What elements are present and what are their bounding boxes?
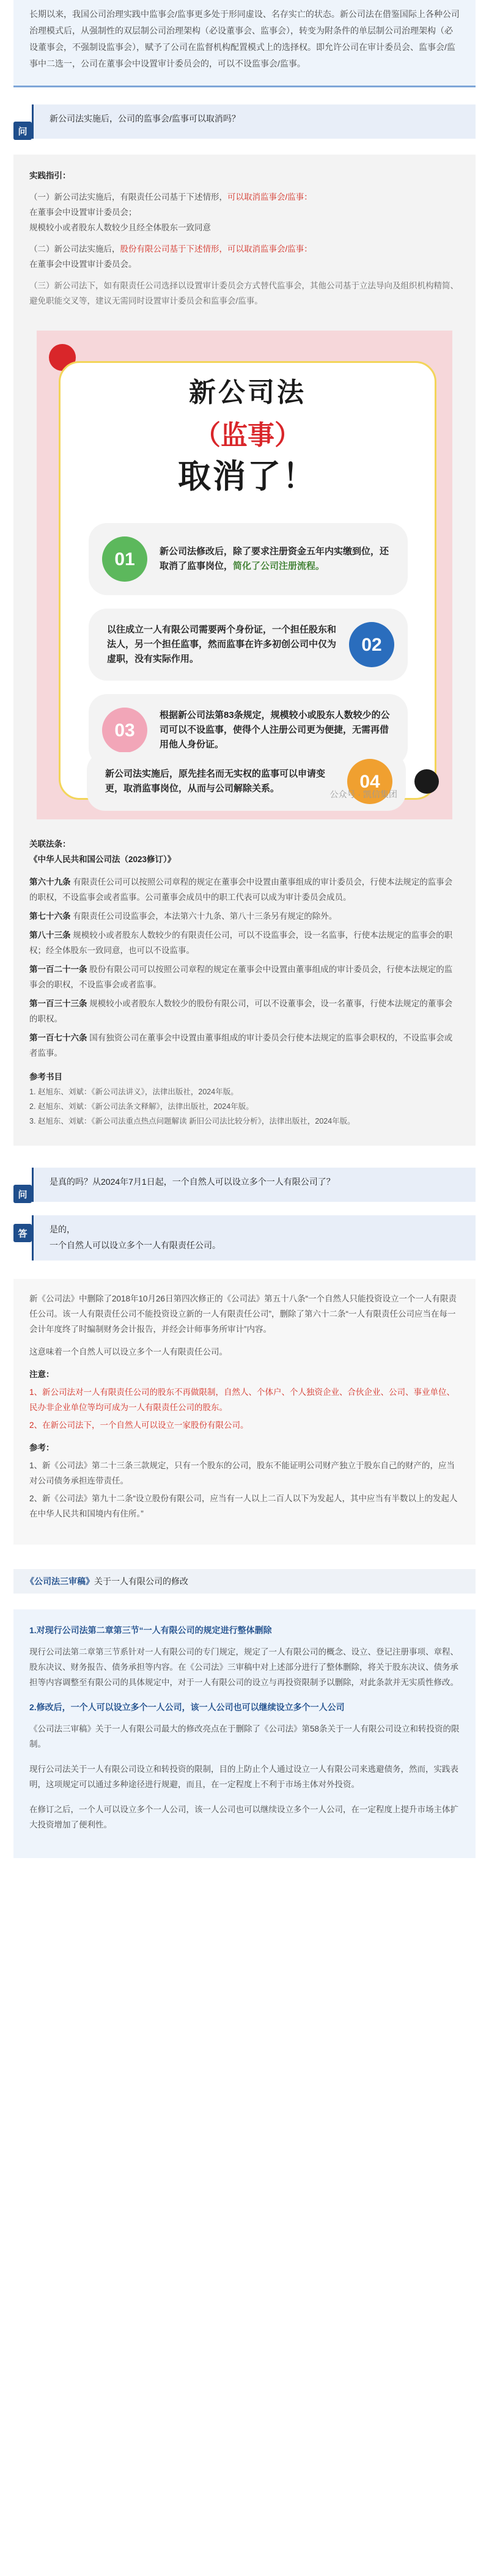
law-article-list [29,874,460,1061]
reference-title: 参考： [29,1443,54,1452]
practice-point-1-highlight: 可以取消监事会/监事： [227,192,312,202]
practice-point-2 [29,241,460,272]
answer-text-b: 一个自然人可以设立多个一人有限责任公司。 [50,1240,221,1250]
cursor-icon [414,769,439,794]
topic-bar [13,1569,476,1594]
law-section [29,836,460,1129]
practice-point-2-highlight: 股份有限公司基于下述情形，可以取消监事会/监事： [120,244,312,254]
poster-item-text: 新公司法修改后，除了要求注册资金五年内实缴到位，还取消了监事岗位，简化了公司注册流程。 [160,546,389,571]
practice-title: 实践指引： [29,171,71,180]
topic-bar-rest: 关于一人有限公司的修改 [94,1576,188,1586]
law-article-text: 股份有限公司可以按照公司章程的规定在董事会中设置由董事组成的审计委员会，行使本法规定的监事会的职权，不设监事会或者监事。 [29,965,453,989]
topic-card [13,1609,476,1858]
law-article [29,962,460,992]
law-article-number: 第六十九条 [29,877,71,887]
answer-bubble [32,1215,476,1261]
poster-item-number: 01 [102,536,147,582]
practice-point-1 [29,189,460,235]
question-bubble [32,1168,476,1202]
poster-item-number: 02 [349,622,394,667]
poster-item-number: 03 [102,708,147,753]
poster-image [37,331,452,819]
reference-1: 1、新《公司法》第二十三条三款规定，只有一个股东的公司，股东不能证明公司财产独立于股东自己的财产的，应当对公司债务承担连带责任。 [29,1461,455,1485]
poster-watermark: 公众号 · 凯信集团 [329,789,397,799]
practice-point-1-item-a: 在董事会中设置审计委员会； [29,208,137,217]
poster-item-text: 根据新公司法第83条规定，规模较小或股东人数较少的公司可以不设监事，使得个人注册公司更为便捷，无需再借用他人身份证。 [160,710,390,750]
explanation-p2: 这意味着一个自然人可以设立多个一人有限责任公司。 [29,1347,227,1356]
law-article [29,1030,460,1061]
refs-title: 参考书目 [29,1072,62,1081]
ref-item: 3. 赵旭东、刘斌：《新公司法重点热点问题解读 新旧公司法比较分析》，法律出版社，2024年版。 [29,1117,355,1125]
ref-item: 2. 赵旭东、刘斌：《新公司法条文释解》，法律出版社，2024年版。 [29,1102,254,1111]
answer-tag: 答 [13,1224,32,1242]
poster-title-main: 新公司法 [189,378,306,408]
poster-title-sub: （监事） [194,420,301,450]
poster-item-1 [89,523,408,595]
question-bubble [32,104,476,139]
practice-point-1-item-b: 规模较小或者股东人数较少且经全体股东一致同意 [29,223,211,232]
practice-point-2-lead: （二）新公司法实施后， [29,244,120,254]
poster-item-text: 新公司法实施后，原先挂名而无实权的监事可以申请变更，取消监事岗位，从而与公司解除关系。 [105,769,326,794]
reference-2: 2、新《公司法》第九十二条“设立股份有限公司，应当有一人以上二百人以下为发起人，其中应当有半数以上的发起人在中华人民共和国境内有住所。” [29,1494,458,1518]
explanation-block [13,1279,476,1545]
poster-title-cancelled: 取消了！ [178,458,317,495]
law-article-number: 第七十六条 [29,912,71,921]
question-block-1 [13,104,476,139]
law-article [29,874,460,905]
refs-list [29,1085,460,1129]
law-article-text: 规模较小或者股东人数较少的股份有限公司，可以不设董事会，设一名董事，行使本法规定的董事会的职权。 [29,999,453,1023]
answer-text-a: 是的， [50,1224,75,1234]
topic-heading-2: 2.修改后，一个人可以设立多个一人公司，该一人公司也可以继续设立多个一人公司 [29,1702,345,1712]
topic-heading-1: 1.对现行公司法第二章第三节“一人有限公司的规定进行整体删除 [29,1625,272,1635]
law-article-number: 第一百三十三条 [29,999,87,1008]
law-article [29,909,460,924]
question-tag: 问 [13,1185,32,1203]
question-text: 新公司法实施后，公司的监事会/监事可以取消吗？ [50,114,240,123]
topic-paragraph-4: 在修订之后，一个人可以设立多个一人公司，该一人公司也可以继续设立多个一人公司，在一定程度上提升市场主体扩大投资增加了便利性。 [29,1805,458,1829]
topic-paragraph-1: 现行公司法第二章第三节系针对一人有限公司的专门规定，规定了一人有限公司的概念、设立、登记注册事项、章程、股东决议、财务报告、债务承担等内容。在《公司法》三审稿中对上述部分进行了整体删除，将关于股东决议、债务承担等内容调整至有限公司的具体规定中，对于一人有限公司的设立与再投资限制予以删除，对此条款并无实质性修改。 [29,1647,458,1687]
topic-paragraph-2: 《公司法三审稿》关于一人有限公司最大的修改亮点在于删除了《公司法》第58条关于一人有限公司设立和转投资的限制。 [29,1724,460,1749]
intro-text: 长期以来，我国公司治理实践中监事会/监事更多处于形同虚设、名存实亡的状态。新公司法在借鉴国际上各种公司治理模式后，从强制性的双层制公司治理架构（必设董事会、监事会），转变为附条件的单层制公司治理架构（必设董事会，不强制设监事会），赋予了公司在监督机构配置模式上的选择权。即允许公司在审计委员会、监事会/监事中二选一，公司在董事会中设置审计委员会的，可以不设监事会/监事。 [29,9,460,68]
explanation-p1: 新《公司法》中删除了2018年10月26日第四次修正的《公司法》第五十八条“一个自然人只能投资设立一个一人有限责任公司。该一人有限责任公司不能投资设立新的一人有限责任公司”，删除了第六十二条“一人有限责任公司应当在每一会计年度终了时编制财务会计报告，并经会计师事务所审计”内容。 [29,1294,457,1334]
law-article [29,996,460,1026]
note-1: 1、新公司法对一人有限责任公司的股东不再做限制，自然人、个体户、个人独资企业、合伙企业、公司、事业单位、民办非企业单位等均可成为一人有限责任公司的股东。 [29,1388,455,1412]
law-article-text: 有限责任公司设监事会，本法第六十九条、第八十三条另有规定的除外。 [73,912,337,921]
poster-item-number: 04 [347,759,392,804]
topic-paragraph-3: 现行公司法关于一人有限公司设立和转投资的限制，目的上防止个人通过设立一人有限公司来逃避债务，然而，实践表明，这项规定可以通过多种途径进行规避，而且，在一定程度上不利于市场主体对外投资。 [29,1765,458,1789]
note-2: 2、在新公司法下，一个自然人可以设立一家股份有限公司。 [29,1421,249,1430]
poster-card [59,361,436,800]
question-text: 是真的吗？从2024年7月1日起，一个自然人可以设立多个一人有限公司了？ [50,1177,335,1187]
law-article [29,928,460,958]
answer-block [13,1215,476,1261]
law-title: 关联法条： [29,840,71,849]
law-article-number: 第一百二十一条 [29,965,87,974]
question-tag: 问 [13,122,32,140]
law-article-text: 规模较小或者股东人数较少的有限责任公司，可以不设监事会，设一名监事，行使本法规定的监事会的职权；经全体股东一致同意，也可以不设监事。 [29,931,453,955]
note-title: 注意： [29,1370,54,1379]
law-name: 《中华人民共和国公司法（2023修订）》 [29,855,176,864]
poster-item-text: 以往成立一人有限公司需要两个身份证，一个担任股东和法人，另一个担任监事，然而监事在许多初创公司中仅为虚职，没有实际作用。 [107,624,337,664]
intro-box [13,0,476,87]
practice-point-1-lead: （一）新公司法实施后，有限责任公司基于下述情形， [29,192,227,202]
practice-point-2-item: 在董事会中设置审计委员会。 [29,260,137,269]
practice-panel [13,155,476,1146]
law-article-number: 第八十三条 [29,931,71,940]
poster-item-2 [89,609,408,681]
ref-item: 1. 赵旭东、刘斌：《新公司法讲义》，法律出版社，2024年版。 [29,1088,238,1096]
topic-bar-title: 《公司法三审稿》 [26,1576,94,1586]
law-article-number: 第一百七十六条 [29,1033,87,1042]
practice-point-3: （三）新公司法下，如有限责任公司选择以设置审计委员会方式替代监事会，其他公司基于立法导向及组织机构精简、避免职能交叉等，建议无需同时设置审计委员会和监事会/监事。 [29,281,458,306]
law-article-text: 有限责任公司可以按照公司章程的规定在董事会中设置由董事组成的审计委员会，行使本法规定的监事会的职权，不设监事会或者监事。公司董事会成员中的职工代表可以成为审计委员会成员。 [29,877,453,902]
question-block-2 [13,1168,476,1202]
law-article-text: 国有独资公司在董事会中设置由董事组成的审计委员会行使本法规定的监事会职权的，不设监事会或者监事。 [29,1033,453,1058]
